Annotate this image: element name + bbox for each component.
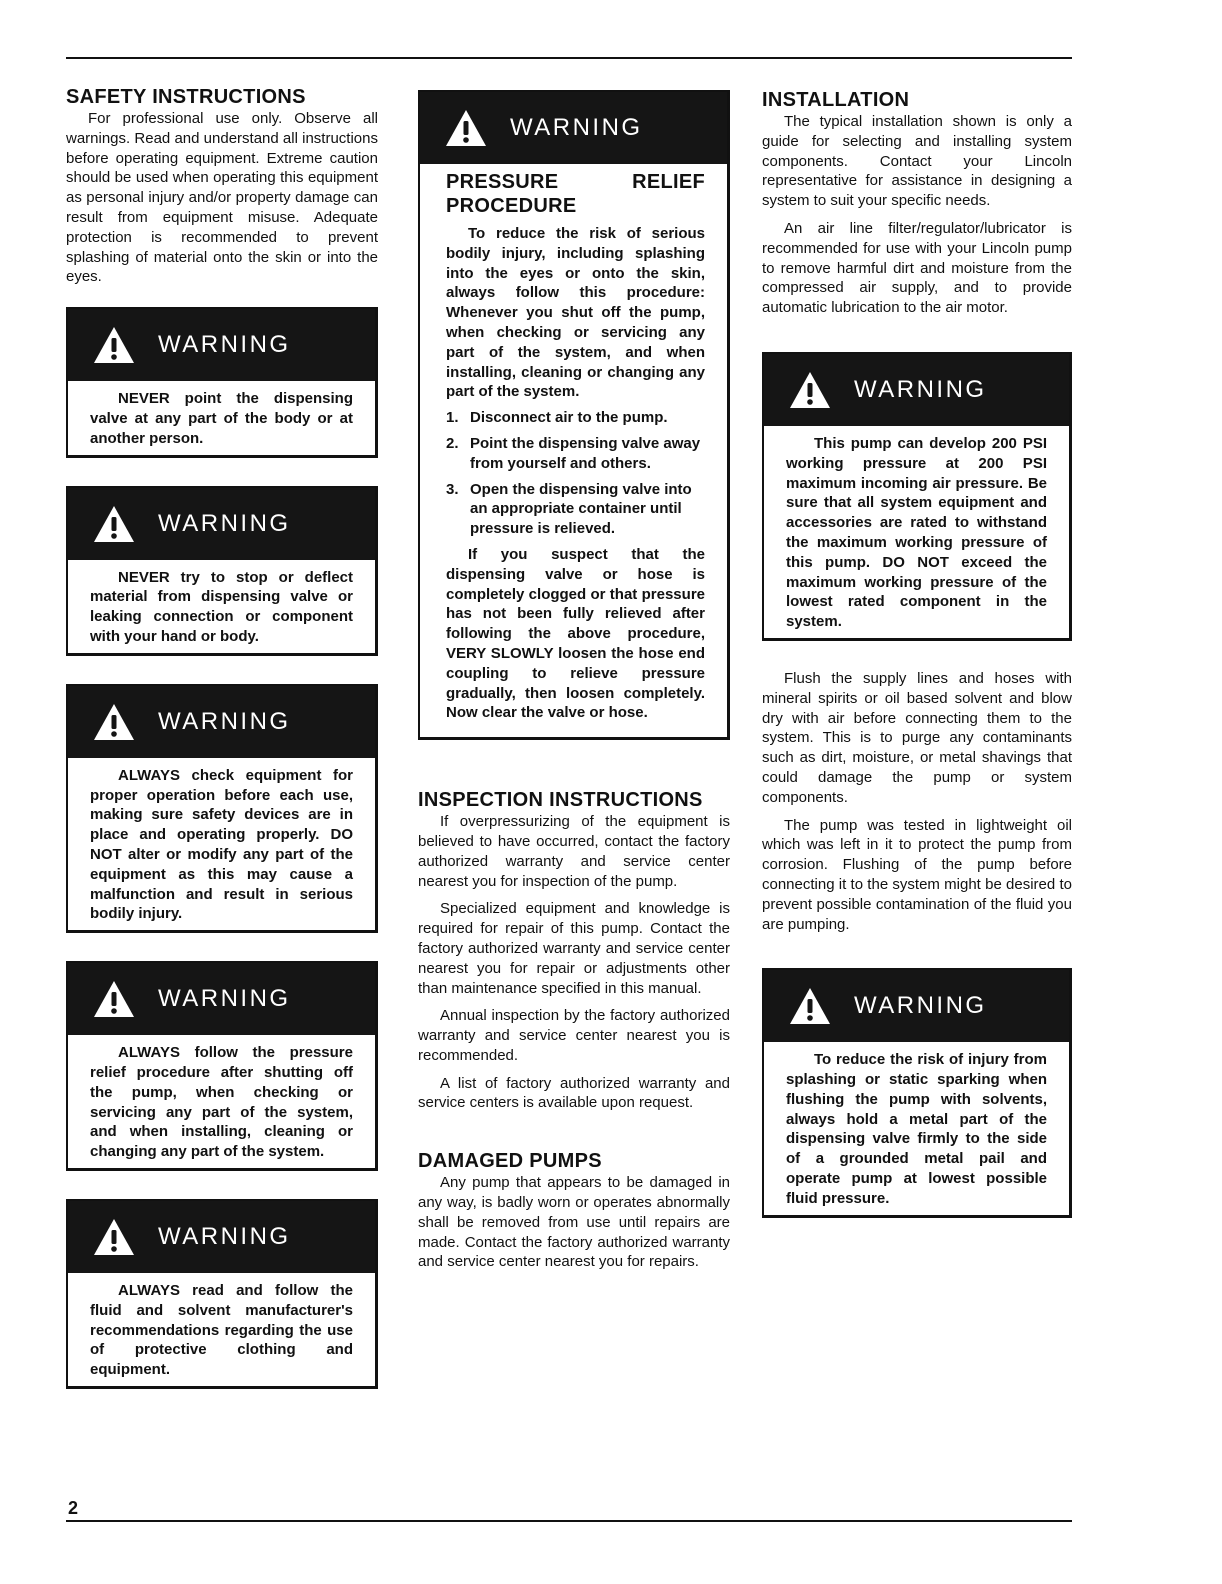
warning-triangle-icon [92,979,136,1019]
step-item [446,408,705,428]
step-item [446,434,705,474]
top-rule [66,57,1072,59]
bottom-rule [66,1520,1072,1522]
warning-header [68,963,375,1035]
pressure-relief-title: PRESSURE RELIEF PROCEDURE [446,171,705,217]
warning-triangle-icon [788,370,832,410]
inspection-paragraph: A list of factory authorized warranty and service centers is available upon request. [418,1074,730,1112]
warning-box-3 [66,684,378,933]
pressure-relief-steps [446,408,705,539]
warning-triangle-icon [788,986,832,1026]
warning-header [68,1201,375,1273]
warning-header [764,354,1069,426]
warning-label: WARNING [158,1222,291,1250]
pressure-warning-box [762,352,1072,641]
step-text: Open the dispensing valve into an appropriate container until pressure is relieved. [470,480,692,538]
warning-triangle-icon [92,325,136,365]
step-number: 1. [446,409,459,427]
warning-header [420,92,727,164]
warning-box-1 [66,307,378,457]
safety-title: SAFETY INSTRUCTIONS [66,86,306,108]
step-number: 2. [446,434,459,452]
warning-text: ALWAYS follow the pressure relief procedure after shutting off the pump, when checking or servicing any part of the system, and when installing, cleaning or changing any part of the system. [90,1044,353,1161]
installation-title: INSTALLATION [762,89,910,111]
warning-header [68,488,375,560]
warning-text: To reduce the risk of injury from splashing or static sparking when flushing the pump with solvents, always hold a metal part of the dispensing valve firmly to the side of a grounded metal pail and operate pump at lowest possible fluid pressure. [786,1051,1047,1207]
safety-body: For professional use only. Observe all warnings. Read and understand all instructions before operating equipment. Extreme caution should be used when operating this equipment as personal injury and/or property damage can result from equipment misuse. Adequate protection is recommended to prevent splashing of material onto the skin or into the eyes. [66,110,378,286]
warning-header [764,970,1069,1042]
damaged-title: DAMAGED PUMPS [418,1150,602,1173]
warning-box-5 [66,1199,378,1389]
flushing-warning-box [762,968,1072,1217]
column-middle [418,90,730,1272]
inspection-paragraph: Specialized equipment and knowledge is required for repair of this pump. Contact the factory authorized warranty and service center nearest you for repair or adjustments other than maintenance specified in this manual. [418,900,730,997]
warning-label: WARNING [854,375,987,403]
warning-text: NEVER try to stop or deflect material from dispensing valve or leaking connection or component with your hand or body. [90,568,353,645]
column-left [66,85,378,1389]
inspection-title: INSPECTION INSTRUCTIONS [418,789,703,812]
installation-paragraph: An air line filter/regulator/lubricator is recommended for use with your Lincoln pump to remove harmful dirt and moisture from the compressed air supply, and to provide automatic lubrication to the air motor. [762,219,1072,317]
warning-header [68,309,375,381]
warning-triangle-icon [444,108,488,148]
installation-paragraph: Flush the supply lines and hoses with mineral spirits or oil based solvent and blow dry with air before connecting them to the system. This is to purge any contaminants such as dirt, moisture, or metal shavings that could damage the pump or system components. [762,669,1072,806]
pressure-relief-closing: If you suspect that the dispensing valve or hose is completely clogged or that pressure has not been fully relieved after following the above procedure, VERY SLOWLY loosen the hose end coupling to relieve pressure gradually, then loosen completely. Now clear the valve or hose. [446,545,705,722]
warning-box-4 [66,961,378,1171]
warning-label: WARNING [158,985,291,1013]
pressure-relief-intro: To reduce the risk of serious bodily injury, including splashing into the eyes or onto the skin, always follow this procedure: Whenever you shut off the pump, when checking or servicing any part of the system, and when installing, cleaning or changing any part of the system. [446,225,705,401]
step-number: 3. [446,480,459,498]
installation-paragraph: The pump was tested in lightweight oil which was left in it to protect the pump from corrosion. Flushing of the pump before connecting it to the system might be desired to prevent possible contamination of the fluid you are pumping. [762,816,1072,933]
installation-paragraph: The typical installation shown is only a guide for selecting and installing system components. Contact your Lincoln representative for assistance in designing a system to suit your specific needs. [762,113,1072,210]
warning-box-2 [66,486,378,656]
warning-triangle-icon [92,702,136,742]
page-number: 2 [68,1498,79,1518]
warning-label: WARNING [158,331,291,359]
warning-triangle-icon [92,504,136,544]
pressure-relief-body [420,164,727,737]
inspection-paragraph: Annual inspection by the factory authorized warranty and service center nearest you is recommended. [418,1007,730,1064]
warning-label: WARNING [158,707,291,735]
warning-text: NEVER point the dispensing valve at any part of the body or at another person. [90,390,353,447]
damaged-body: Any pump that appears to be damaged in any way, is badly worn or operates abnormally shall be removed from use until repairs are made. Contact the factory authorized warranty and service center nearest you for repairs. [418,1174,730,1271]
pressure-relief-warning [418,90,730,740]
warning-label: WARNING [510,114,643,141]
warning-label: WARNING [158,509,291,537]
warning-text: This pump can develop 200 PSI working pressure at 200 PSI maximum incoming air pressure. Be sure that all system equipment and accessories are rated to withstand the maximum working pressure of this pump. DO NOT exceed the maximum working pressure of the lowest rated component in the system. [786,434,1047,631]
step-item [446,480,705,539]
warning-text: ALWAYS read and follow the fluid and solvent manufacturer's recommendations regarding the use of protective clothing and equipment. [90,1281,353,1379]
column-right [762,88,1072,1218]
warning-triangle-icon [92,1217,136,1257]
warning-text: ALWAYS check equipment for proper operation before each use, making sure safety devices are in place and operating properly. DO NOT alter or modify any part of the equipment as this may cause a malfunction and result in serious bodily injury. [90,766,353,923]
inspection-paragraph: If overpressurizing of the equipment is believed to have occurred, contact the factory authorized warranty and service center nearest you for inspection of the pump. [418,813,730,890]
warning-label: WARNING [854,992,987,1020]
warning-header [68,686,375,758]
step-text: Point the dispensing valve away from yourself and others. [470,434,701,472]
step-text: Disconnect air to the pump. [470,409,668,427]
